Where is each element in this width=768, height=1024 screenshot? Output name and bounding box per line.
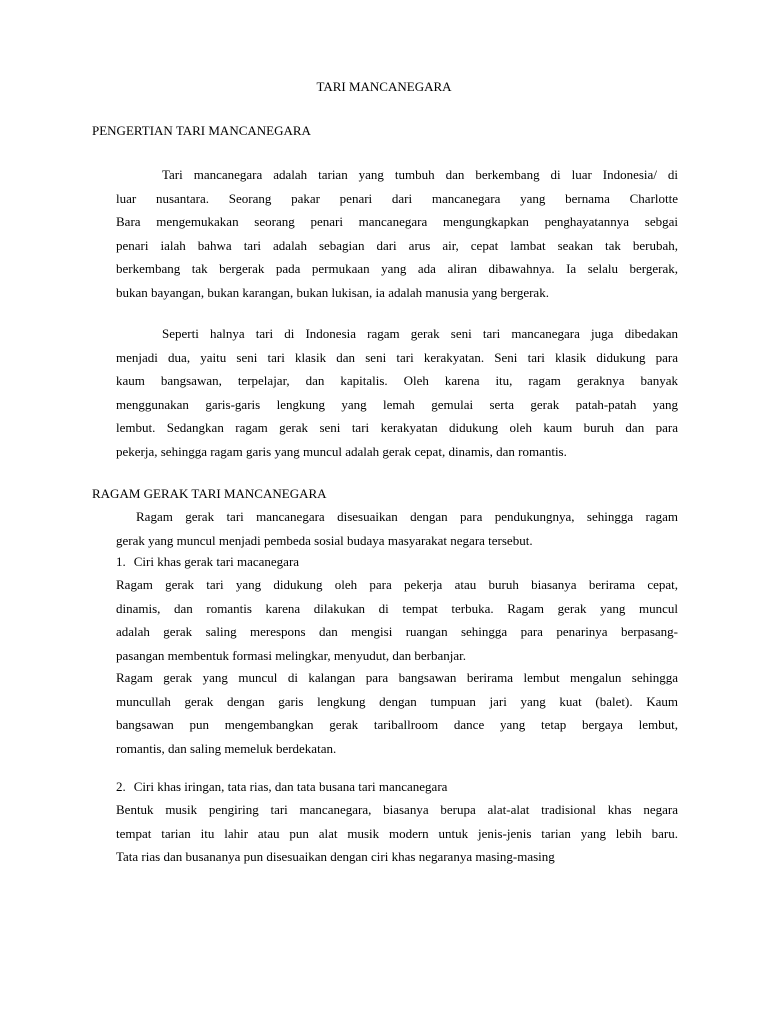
text-line: tempat tarian itu lahir atau pun alat musik modern untuk jenis-jenis tarian yang lebih baru. <box>116 825 678 841</box>
list-label: Ciri khas iringan, tata rias, dan tata busana tari mancanegara <box>133 779 448 794</box>
section-heading-ragam-gerak: RAGAM GERAK TARI MANCANEGARA <box>92 486 327 501</box>
text-line: Tata rias dan busananya pun disesuaikan dengan ciri khas negaranya masing-masing <box>116 849 555 864</box>
paragraph-nobility-dance <box>116 666 678 760</box>
text-line: menggunakan garis-garis lengkung yang lemah gemulai serta gerak patah-patah yang <box>116 396 678 412</box>
text-line: Ragam gerak tari mancanegara disesuaikan dengan para pendukungnya, sehingga ragam <box>136 509 678 524</box>
text-line: Bentuk musik pengiring tari mancanegara, biasanya berupa alat-alat tradisional khas negara <box>116 802 678 817</box>
text-line: romantis, dan saling memeluk berdekatan. <box>116 740 337 756</box>
paragraph-workers-dance <box>116 573 678 667</box>
text-line: bangsawan pun mengembangkan gerak tariballroom dance yang tetap bergaya lembut, <box>116 717 678 732</box>
text-line: penari ialah bahwa tari adalah sebagian dari arus air, cepat lambat seakan tak berubah, <box>116 237 678 253</box>
list-number: 1. <box>116 554 126 569</box>
text-line: bukan bayangan, bukan karangan, bukan lukisan, ia adalah manusia yang bergerak. <box>116 284 549 300</box>
list-number: 2. <box>116 779 126 794</box>
document-title: TARI MANCANEGARA <box>316 79 452 94</box>
text-line: Bara mengemukakan seorang penari mancanegara mengungkapkan penghayatannya sebgai <box>116 214 678 229</box>
list-item-1 <box>116 554 299 570</box>
list-label: Ciri khas gerak tari macanegara <box>133 554 300 569</box>
paragraph-intro <box>116 505 678 552</box>
text-line: pasangan membentuk formasi melingkar, menyudut, dan berbanjar. <box>116 647 467 663</box>
text-line: dinamis, dan romantis karena dilakukan di tempat terbuka. Ragam gerak yang muncul <box>116 600 678 616</box>
text-line: Ragam gerak yang muncul di kalangan para bangsawan berirama lembut mengalun sehingga <box>116 670 678 685</box>
text-line: Ragam gerak tari yang didukung oleh para pekerja atau buruh biasanya berirama cepat, <box>116 577 678 592</box>
text-line: lembut. Sedangkan ragam gerak seni tari kerakyatan didukung oleh kaum buruh dan para <box>116 420 678 435</box>
list-item-2 <box>116 779 447 795</box>
text-line: pekerja, sehingga ragam garis yang muncul adalah gerak cepat, dinamis, dan romantis. <box>116 443 567 459</box>
paragraph-music-costume <box>116 798 678 869</box>
paragraph-classification <box>116 322 678 463</box>
text-line: luar nusantara. Seorang pakar penari dari mancanegara yang bernama Charlotte <box>116 190 678 206</box>
paragraph-definition <box>116 163 678 304</box>
text-line: adalah gerak saling merespons dan mengisi ruangan sehingga para penarinya berpasang- <box>116 624 678 639</box>
text-line: berkembang tak bergerak pada permukaan yang ada aliran dibawahnya. Ia selalu bergerak, <box>116 261 678 276</box>
text-line: Seperti halnya tari di Indonesia ragam gerak seni tari mancanegara juga dibedakan <box>162 326 678 341</box>
text-line: Tari mancanegara adalah tarian yang tumbuh dan berkembang di luar Indonesia/ di <box>162 167 678 182</box>
section-heading-pengertian: PENGERTIAN TARI MANCANEGARA <box>92 123 311 138</box>
text-line: menjadi dua, yaitu seni tari klasik dan seni tari kerakyatan. Seni tari klasik didukung para <box>116 349 678 365</box>
text-line: muncullah gerak dengan garis lengkung dengan tumpuan jari yang kuat (balet). Kaum <box>116 693 678 709</box>
text-line: kaum bangsawan, terpelajar, dan kapitalis. Oleh karena itu, ragam geraknya banyak <box>116 373 678 388</box>
text-line: gerak yang muncul menjadi pembeda sosial budaya masyarakat negara tersebut. <box>116 532 533 548</box>
